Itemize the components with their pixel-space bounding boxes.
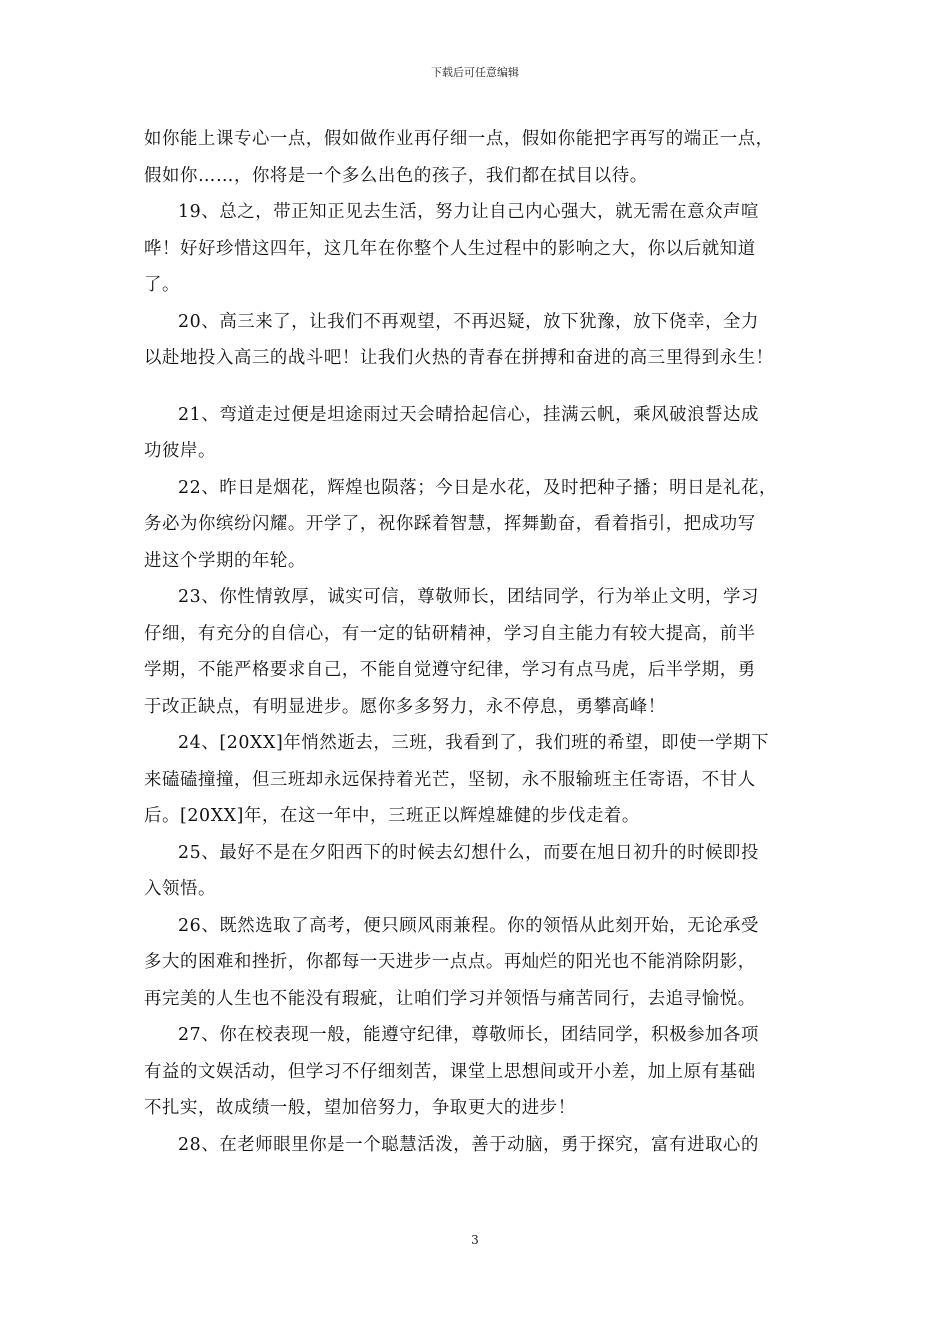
document-body — [144, 121, 812, 1163]
paragraph-21 — [144, 397, 812, 470]
page-header: 下载后可任意编辑 — [431, 66, 519, 79]
text-line: 23、你性情敦厚，诚实可信，尊敬师长，团结同学，行为举止文明，学习 — [178, 587, 760, 607]
paragraph-27 — [144, 1017, 812, 1127]
text-line: 哗！好好珍惜这四年，这几年在你整个人生过程中的影响之大，你以后就知道 — [144, 238, 756, 259]
paragraph-25 — [144, 835, 812, 908]
text-line: 再完美的人生也不能没有瑕疵，让咱们学习并领悟与痛苦同行，去追寻愉悦。 — [144, 988, 756, 1009]
text-line: 28、在老师眼里你是一个聪慧活泼，善于动脑，勇于探究，富有进取心的 — [178, 1134, 760, 1155]
text-line: 假如你……，你将是一个多么出色的孩子，我们都在拭目以待。 — [144, 165, 648, 186]
text-line: 入领悟。 — [144, 879, 216, 899]
paragraph-28 — [144, 1127, 812, 1164]
text-line: 26、既然选取了高考，便只顾风雨兼程。你的领悟从此刻开始，无论承受 — [178, 915, 760, 936]
paragraph-24 — [144, 725, 812, 835]
text-line: 多大的困难和挫折，你都每一天进步一点点。再灿烂的阳光也不能消除阴影， — [144, 952, 756, 972]
text-line: 25、最好不是在夕阳西下的时候去幻想什么，而要在旭日初升的时候即投 — [178, 842, 760, 863]
page-number: 3 — [471, 1233, 479, 1247]
text-line: 仔细，有充分的自信心，有一定的钻研精神，学习自主能力有较大提高，前半 — [144, 623, 756, 644]
text-line: 进这个学期的年轮。 — [144, 550, 306, 571]
paragraph-22 — [144, 470, 812, 580]
paragraph-23 — [144, 579, 812, 725]
text-line: 24、[20XX]年悄然逝去，三班，我看到了，我们班的希望，即使一学期下 — [178, 733, 770, 753]
text-line: 20、高三来了，让我们不再观望，不再迟疑，放下犹豫，放下侥幸，全力 — [178, 311, 760, 332]
text-line: 22、昨日是烟花，辉煌也陨落；今日是水花，及时把种子播；明日是礼花， — [178, 477, 778, 498]
text-line: 不扎实，故成绩一般，望加倍努力，争取更大的进步！ — [144, 1098, 576, 1118]
text-line: 来磕磕撞撞，但三班却永远保持着光芒，坚韧，永不服输班主任寄语，不甘人 — [144, 769, 756, 790]
paragraph-continued — [144, 121, 812, 194]
paragraph-20 — [144, 304, 812, 377]
text-line: 如你能上课专心一点，假如做作业再仔细一点，假如你能把字再写的端正一点， — [144, 129, 774, 149]
paragraph-19 — [144, 194, 812, 304]
paragraph-26 — [144, 908, 812, 1018]
blank-spacer — [144, 377, 812, 397]
text-line: 功彼岸。 — [144, 441, 216, 461]
text-line: 于改正缺点，有明显进步。愿你多多努力，永不停息，勇攀高峰！ — [144, 696, 666, 717]
text-line: 27、你在校表现一般，能遵守纪律，尊敬师长，团结同学，积极参加各项 — [178, 1025, 760, 1045]
text-line: 以赴地投入高三的战斗吧！让我们火热的青春在拼搏和奋进的高三里得到永生！ — [144, 348, 774, 368]
text-line: 了。 — [144, 275, 180, 295]
text-line: 19、总之，带正知正见去生活，努力让自己内心强大，就无需在意众声喧 — [178, 202, 760, 222]
text-line: 务必为你缤纷闪耀。开学了，祝你踩着智慧，挥舞勤奋，看着指引，把成功写 — [144, 514, 756, 534]
text-line: 学期，不能严格要求自己，不能自觉遵守纪律，学习有点马虎，后半学期，勇 — [144, 660, 756, 680]
text-line: 有益的文娱活动，但学习不仔细刻苦，课堂上思想间或开小差，加上原有基础 — [144, 1061, 756, 1082]
text-line: 后。[20XX]年，在这一年中，三班正以辉煌雄健的步伐走着。 — [144, 806, 640, 826]
text-line: 21、弯道走过便是坦途雨过天会晴拾起信心，挂满云帆，乘风破浪誓达成 — [178, 404, 760, 425]
